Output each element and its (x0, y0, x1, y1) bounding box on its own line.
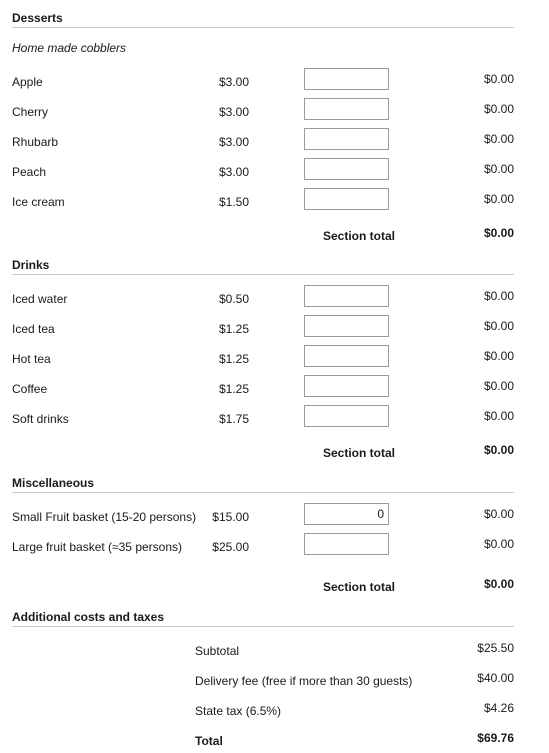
item-price: $1.25 (218, 382, 249, 396)
state-tax-value: $4.26 (483, 701, 514, 715)
divider (12, 492, 514, 493)
item-name: Hot tea (12, 352, 51, 366)
item-amount: $0.00 (483, 349, 514, 363)
section-total-label: Section total (323, 580, 396, 594)
item-name: Apple (12, 75, 43, 89)
section-total-label: Section total (323, 446, 396, 460)
item-name: Iced tea (12, 322, 55, 336)
item-amount: $0.00 (483, 102, 514, 116)
item-amount: $0.00 (483, 409, 514, 423)
item-amount: $0.00 (483, 162, 514, 176)
subtotal-label: Subtotal (195, 644, 240, 658)
quantity-input[interactable] (304, 375, 389, 397)
item-amount: $0.00 (483, 132, 514, 146)
grand-total-value: $69.76 (477, 731, 514, 745)
item-price: $3.00 (218, 165, 249, 179)
section-total-value: $0.00 (483, 443, 514, 457)
section-subtitle: Home made cobblers (12, 41, 127, 55)
quantity-input[interactable] (304, 98, 389, 120)
item-name: Ice cream (12, 195, 65, 209)
delivery-fee-value: $40.00 (477, 671, 514, 685)
item-price: $1.50 (218, 195, 249, 209)
item-price: $1.25 (218, 322, 249, 336)
divider (12, 27, 514, 28)
quantity-input[interactable] (304, 68, 389, 90)
item-price: $3.00 (218, 105, 249, 119)
item-name: Coffee (12, 382, 48, 396)
quantity-input[interactable] (304, 285, 389, 307)
section-title-desserts: Desserts (12, 11, 63, 25)
item-name: Small Fruit basket (15-20 persons) (12, 510, 197, 524)
quantity-input[interactable] (304, 405, 389, 427)
section-total-value: $0.00 (483, 577, 514, 591)
item-amount: $0.00 (483, 537, 514, 551)
item-price: $25.00 (212, 540, 249, 554)
section-total-value: $0.00 (483, 226, 514, 240)
item-amount: $0.00 (483, 507, 514, 521)
divider (12, 626, 514, 627)
item-name: Large fruit basket (≈35 persons) (12, 540, 183, 554)
item-name: Peach (12, 165, 47, 179)
item-price: $1.25 (218, 352, 249, 366)
delivery-fee-label: Delivery fee (free if more than 30 guests) (195, 674, 413, 688)
item-price: $1.75 (218, 412, 249, 426)
item-price: $3.00 (218, 135, 249, 149)
item-amount: $0.00 (483, 72, 514, 86)
item-name: Rhubarb (12, 135, 59, 149)
subtotal-value: $25.50 (477, 641, 514, 655)
item-name: Soft drinks (12, 412, 69, 426)
quantity-input[interactable] (304, 315, 389, 337)
section-title-miscellaneous: Miscellaneous (12, 476, 95, 490)
item-price: $0.50 (218, 292, 249, 306)
quantity-input[interactable] (304, 128, 389, 150)
grand-total-label: Total (195, 734, 223, 748)
item-amount: $0.00 (483, 289, 514, 303)
state-tax-label: State tax (6.5%) (195, 704, 282, 718)
section-title-additional-costs: Additional costs and taxes (12, 610, 165, 624)
item-amount: $0.00 (483, 319, 514, 333)
quantity-input[interactable] (304, 533, 389, 555)
item-amount: $0.00 (483, 192, 514, 206)
item-name: Cherry (12, 105, 49, 119)
section-title-drinks: Drinks (12, 258, 50, 272)
item-price: $15.00 (212, 510, 249, 524)
item-amount: $0.00 (483, 379, 514, 393)
item-name: Iced water (12, 292, 68, 306)
divider (12, 274, 514, 275)
item-price: $3.00 (218, 75, 249, 89)
quantity-input[interactable] (304, 345, 389, 367)
quantity-input[interactable] (304, 158, 389, 180)
quantity-input[interactable] (304, 503, 389, 525)
section-total-label: Section total (323, 229, 396, 243)
quantity-input[interactable] (304, 188, 389, 210)
